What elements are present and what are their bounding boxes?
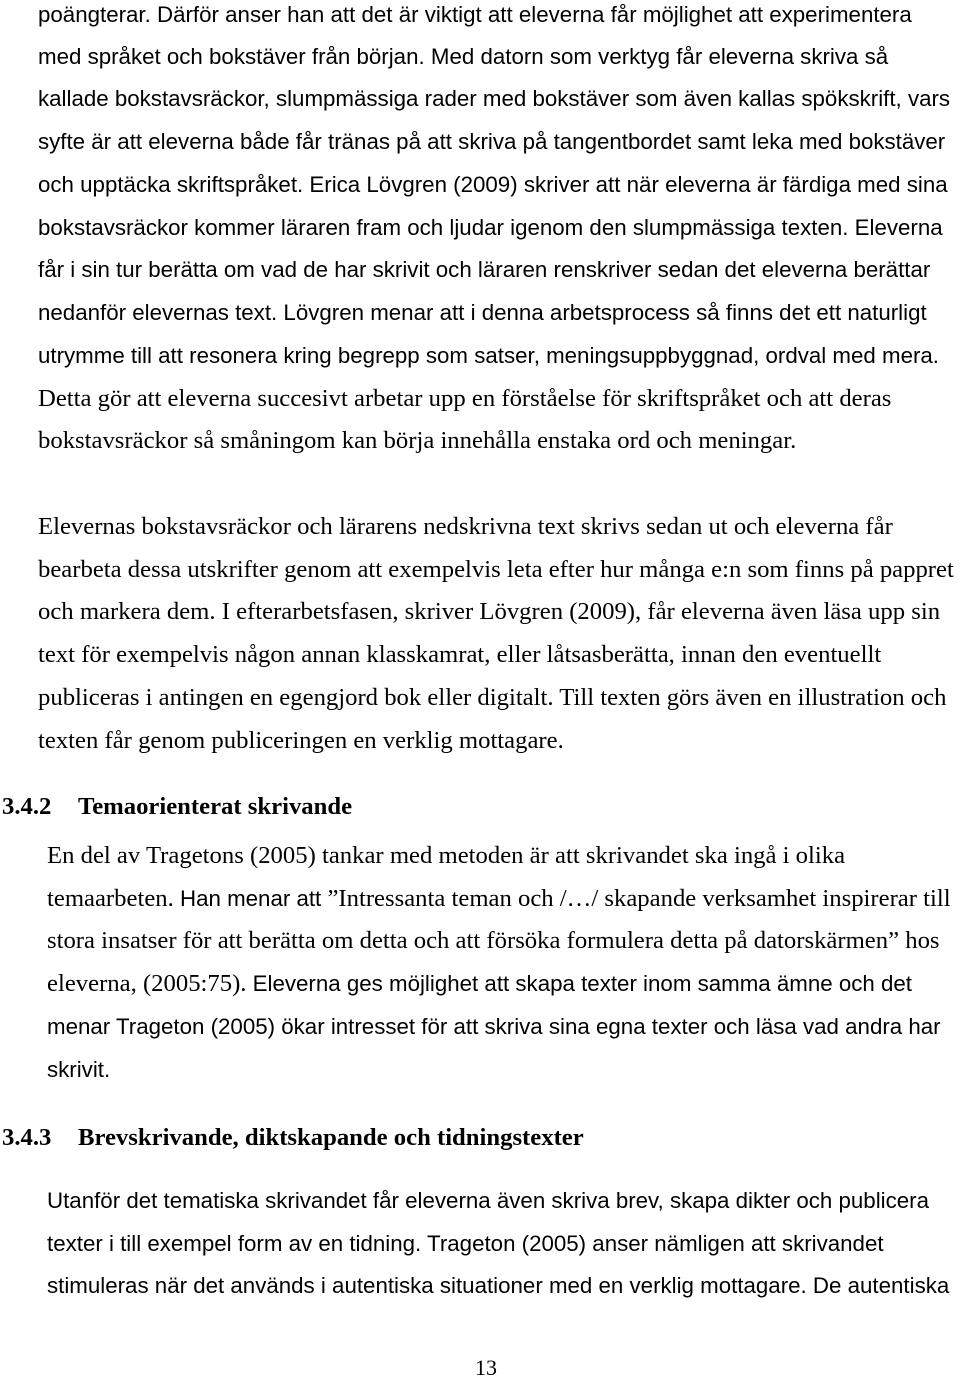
text-line: bokstavsräckor så småningom kan börja innehålla enstaka ord och meningar. (38, 427, 797, 454)
paragraph (47, 841, 958, 1085)
text-line: syfte är att eleverna både får tränas på att skriva på tangentbordet samt leka med bokstäver (38, 129, 946, 154)
text-line: menar Trageton (2005) ökar intresset för att skriva sina egna texter och läsa vad andra har (47, 1014, 941, 1039)
text-run: Eleverna ges möjlighet att skapa texter inom samma ämne och det (252, 971, 912, 996)
text-line: stora insatser för att berätta om detta och att försöka formulera detta på datorskärmen” hos (47, 927, 940, 954)
section-title: Brevskrivande, diktskapande och tidningstexter (78, 1124, 584, 1151)
text-line: Elevernas bokstavsräckor och lärarens nedskrivna text skrivs sedan ut och eleverna får (38, 513, 893, 540)
text-line: med språket och bokstäver från början. Med datorn som verktyg får eleverna skriva så (38, 44, 889, 69)
section-number: 3.4.2 (2, 793, 52, 820)
text-line: stimuleras när det används i autentiska situationer med en verklig mottagare. De autentiska (47, 1273, 950, 1298)
text-line: utrymme till att resonera kring begrepp som satser, meningsuppbyggnad, ordval med mera. (38, 343, 939, 368)
text-line (47, 969, 912, 999)
text-line: skrivit. (47, 1057, 111, 1082)
section (0, 1123, 960, 1301)
text-line: bokstavsräckor kommer läraren fram och ljudar igenom den slumpmässiga texten. Eleverna (38, 215, 943, 240)
text-line: En del av Tragetons (2005) tankar med metoden är att skrivandet ska ingå i olika (47, 842, 846, 869)
text-line: får i sin tur berätta om vad de har skrivit och läraren renskriver sedan det eleverna berättar (38, 257, 931, 282)
text-line: texter i till exempel form av en tidning. Trageton (2005) anser nämligen att skrivandet (47, 1231, 884, 1256)
text-line: nedanför elevernas text. Lövgren menar att i denna arbetsprocess så finns det ett naturligt (38, 300, 927, 325)
text-line: och upptäcka skriftspråket. Erica Lövgren (2009) skriver att när eleverna är färdiga med sina (38, 172, 948, 197)
text-line: poängterar. Därför anser han att det är viktigt att eleverna får möjlighet att experimentera (38, 2, 912, 27)
paragraph (38, 512, 958, 756)
section-number: 3.4.3 (2, 1124, 52, 1151)
text-line: texten får genom publiceringen en verklig mottagare. (38, 727, 564, 754)
page-number: 13 (475, 1355, 497, 1380)
text-run: ”Intressanta teman och /…/ skapande verksamhet inspirerar till (327, 885, 951, 912)
text-run: eleverna, (2005:75). (47, 970, 247, 997)
paragraph (47, 1186, 958, 1301)
text-line (47, 884, 951, 914)
text-line: Detta gör att eleverna succesivt arbetar upp en förståelse för skriftspråket och att deras (38, 385, 892, 412)
section-title: Temaorienterat skrivande (78, 793, 353, 820)
text-line: kallade bokstavsräckor, slumpmässiga rader med bokstäver som även kallas spökskrift, vars (38, 86, 951, 111)
text-line: bearbeta dessa utskrifter genom att exempelvis leta efter hur många e:n som finns på pappret (38, 556, 954, 583)
section (0, 792, 960, 1085)
text-run: temaarbeten. (47, 885, 174, 912)
text-line: och markera dem. I efterarbetsfasen, skriver Lövgren (2009), får eleverna även läsa upp sin (38, 598, 941, 625)
section-heading (0, 1123, 960, 1153)
paragraph (38, 0, 958, 456)
text-line: Utanför det tematiska skrivandet får eleverna även skriva brev, skapa dikter och publicera (47, 1188, 929, 1213)
text-line: publiceras i antingen en egengjord bok eller digitalt. Till texten görs även en illustration och (38, 684, 947, 711)
section-heading (0, 792, 960, 822)
text-line: text för exempelvis någon annan klasskamrat, eller låtsasberätta, innan den eventuellt (38, 641, 882, 668)
text-run: Han menar att (179, 886, 322, 911)
